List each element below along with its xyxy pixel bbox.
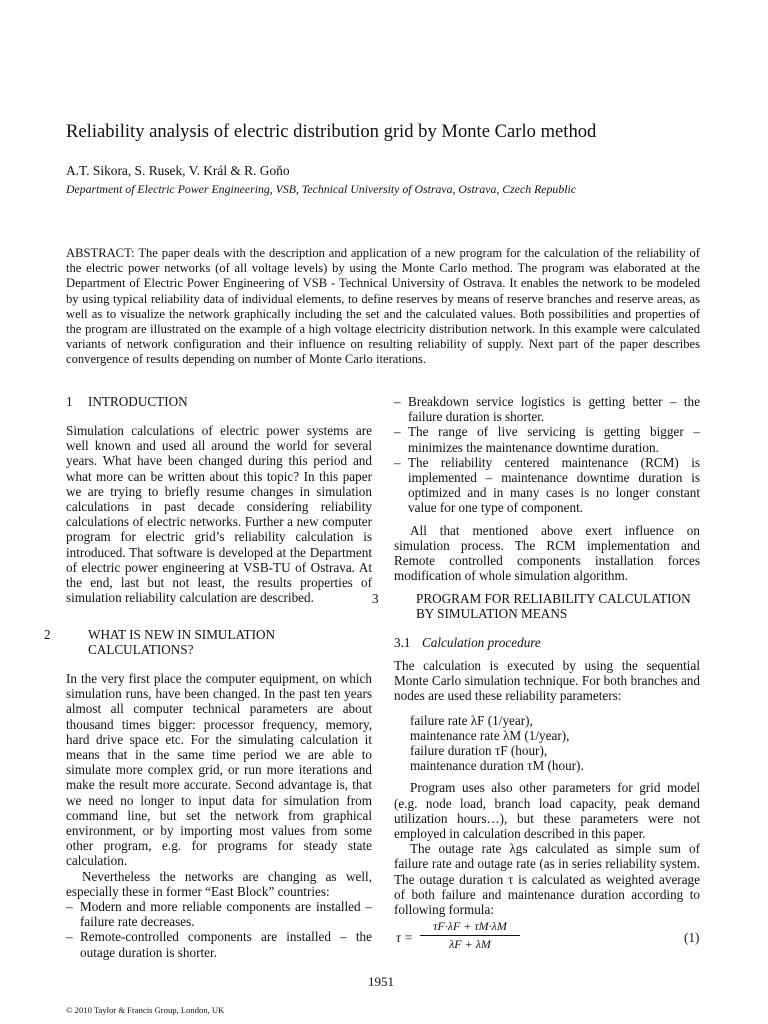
list-item: – The range of live servicing is getting bigger – minimizes the maintenance downtime duration.	[394, 424, 700, 455]
copyright-footer: © 2010 Taylor & Francis Group, London, UK	[66, 1005, 225, 1015]
authors: A.T. Sikora, S. Rusek, V. Král & R. Goňo	[66, 163, 290, 178]
section-3-paragraph-3: The outage rate λgs calculated as simple sum of failure rate and outage rate (as in series reliability system. The outage duration τ is calculated as weighted average of both failure and maintenance duration according to following formula:	[394, 841, 700, 918]
list-item: failure rate λF (1/year),	[410, 712, 533, 728]
section-2-paragraph-1: In the very first place the computer equipment, on which simulation runs, have been changed. In the past ten years almost all computer technical parameters are about thousand times bigger: processor frequency, memory, hard drive space etc. For the simulating calculation it means that in the same time period we are able to simulate more complex grid, or run more iterations and make the result more accurate. Second advantage is, that we need no longer to input data for simulation from command line, but set the network from graphical environment, or by importing most values from some other program, e.g. for programs for steady state calculation.	[66, 671, 372, 869]
section-2-heading: 2 WHAT IS NEW IN SIMULATION CALCULATIONS?	[44, 627, 276, 658]
list-item: maintenance rate λM (1/year),	[410, 727, 570, 743]
section-3-heading: 3 PROGRAM FOR RELIABILITY CALCULATION BY SIMULATION MEANS	[372, 591, 691, 622]
section-2-paragraph-3: All that mentioned above exert influence on simulation process. The RCM implementation and Remote controlled components installation forces modification of whole simulation algorithm.	[394, 522, 700, 584]
section-3-body	[394, 658, 700, 917]
formula-1	[396, 919, 702, 959]
abstract: ABSTRACT: The paper deals with the description and application of a new program for the calculation of the reliability of the electric power networks (of all voltage levels) by using the Monte Carlo method. The program was elaborated at the Department of Electric Power Engineering of VSB - Technical University of Ostrava. It enables the network to be modeled by using typical reliability data of individual elements, to define reserves by means of reserve branches and reserve areas, as well as to visualize the network graphically including the set and the calculated values. Both possibilities and properties of the program are illustrated on the example of a high voltage electricity distribution network. In this example were calculated variants of network configuration and their influence on resulting reliability of supply. Next part of the paper describes convergence of results depending on number of Monte Carlo iterations.	[66, 246, 700, 367]
section-2-body	[66, 671, 372, 960]
equation-number: (1)	[684, 930, 700, 945]
section-3-paragraph-2: Program uses also other parameters for grid model (e.g. node load, branch load capacity, peak demand utilization hours…), but these parameters were not employed in calculation described in this paper.	[394, 780, 700, 842]
bullet-list-right	[394, 394, 700, 516]
formula-numerator: τF·λF + τM·λM	[420, 919, 520, 936]
list-item: – Modern and more reliable components are installed – failure rate decreases.	[66, 899, 372, 930]
section-3-paragraph-1: The calculation is executed by using the sequential Monte Carlo simulation technique. For both branches and nodes are used these reliability parameters:	[394, 658, 700, 704]
list-item: – The reliability centered maintenance (RCM) is implemented – maintenance downtime duration is optimized and in many cases is no longer constant value for one type of component.	[394, 454, 700, 516]
list-item: – Breakdown service logistics is getting better – the failure duration is shorter.	[394, 394, 700, 425]
paper-title: Reliability analysis of electric distribution grid by Monte Carlo method	[66, 121, 597, 142]
parameter-list	[394, 713, 700, 774]
affiliation: Department of Electric Power Engineering, VSB, Technical University of Ostrava, Ostrava, Czech Republic	[66, 182, 577, 196]
page-number: 1951	[368, 974, 394, 989]
section-2-paragraph-2: Nevertheless the networks are changing as well, especially these in former “East Block” countries:	[66, 868, 372, 899]
list-item: maintenance duration τM (hour).	[410, 758, 584, 774]
section-2-continued	[394, 394, 700, 583]
subsection-3-1-heading: 3.1 Calculation procedure	[394, 635, 541, 650]
list-item: – Remote-controlled components are installed – the outage duration is shorter.	[66, 929, 372, 960]
list-item: failure duration τF (hour),	[410, 743, 548, 759]
formula-denominator: λF + λM	[449, 937, 491, 952]
formula-lhs: τ =	[396, 930, 413, 945]
bullet-list-left	[66, 899, 372, 960]
section-1-body: Simulation calculations of electric power systems are well known and used all around the world for several years. What have been changed during this period and what more can be written about this topic? In this paper we are trying to briefly resume changes in simulation calculations in past decade considering reliability calculations of electric networks. Further a new computer program for electric grid’s reliability calculation is introduced. That software is developed at the Department of electric power engineering at VSB-TU of Ostrava. At the end, last but not least, the results properties of simulation reliability calculation are described.	[66, 423, 372, 606]
section-1-heading: 1 INTRODUCTION	[66, 394, 188, 409]
